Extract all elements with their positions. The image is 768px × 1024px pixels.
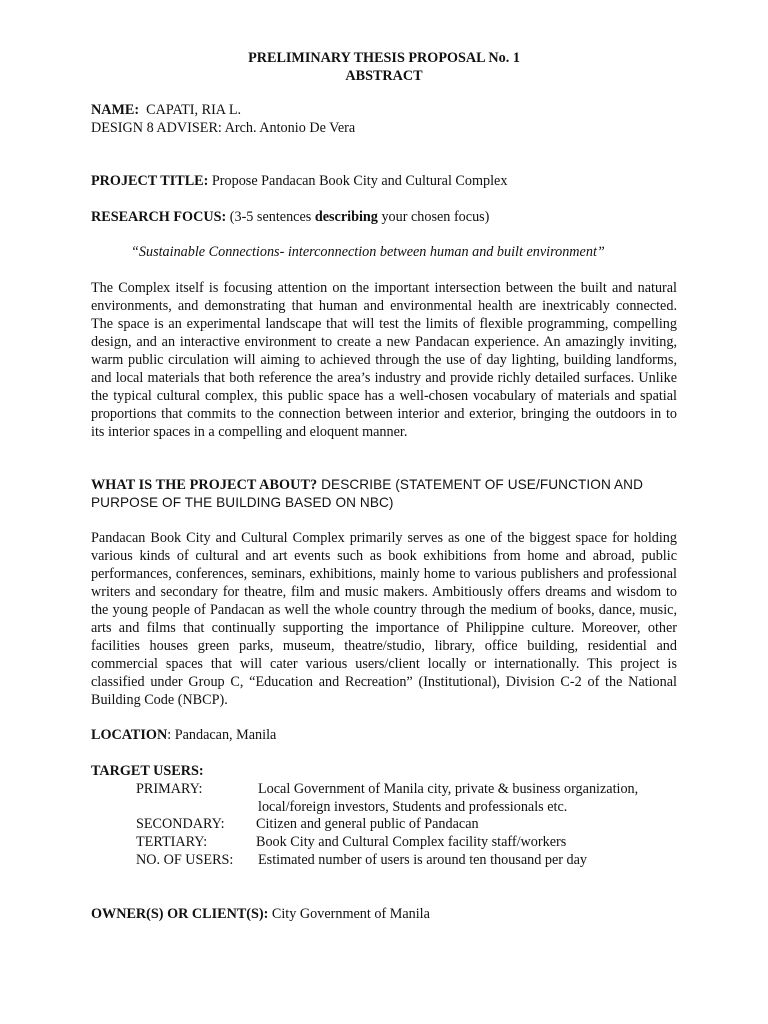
project-title-value: Propose Pandacan Book City and Cultural Complex <box>211 173 508 189</box>
location-line <box>91 726 677 744</box>
location-label: LOCATION <box>91 727 168 743</box>
primary-label: PRIMARY: <box>136 781 203 797</box>
tertiary-value: Book City and Cultural Complex facility staff/workers <box>256 834 567 850</box>
primary-value-2: local/foreign investors, Students and professionals etc. <box>258 799 568 815</box>
research-focus-note-bold: describing <box>314 209 378 225</box>
owner-value: City Government of Manila <box>268 906 430 922</box>
project-title-line <box>91 172 677 190</box>
tertiary-users-row <box>0 833 768 851</box>
user-count-label: NO. OF USERS: <box>136 852 234 868</box>
name-label: NAME: <box>91 102 140 118</box>
target-users-label: TARGET USERS: <box>91 763 204 779</box>
user-count-row <box>0 851 768 869</box>
primary-users-row <box>0 780 768 816</box>
primary-value-1: Local Government of Manila city, private & business organization, <box>258 781 639 797</box>
secondary-label: SECONDARY: <box>136 816 225 832</box>
project-title-label: PROJECT TITLE: <box>91 173 209 189</box>
tertiary-label: TERTIARY: <box>136 834 208 850</box>
adviser-line: DESIGN 8 ADVISER: Arch. Antonio De Vera <box>91 120 356 136</box>
research-focus-line <box>91 208 677 226</box>
project-about-note: DESCRIBE (STATEMENT OF USE/FUNCTION AND PURPOSE OF THE BUILDING BASED ON NBC) <box>91 477 643 510</box>
project-about-heading <box>91 476 681 512</box>
secondary-value: Citizen and general public of Pandacan <box>256 816 479 832</box>
location-value: : Pandacan, Manila <box>167 727 277 743</box>
research-focus-note-before: (3-5 sentences <box>229 209 315 225</box>
target-users-heading <box>91 762 677 780</box>
research-focus-paragraph: The Complex itself is focusing attention on the important intersection between the built and natural environments, and demonstrating that human and environmental health are inextricably connected. The space is an experimental landscape that will test the limits of flexible programming, compelling design, and an interactive environment to create a new Pandacan experience. An amazingly inviting, warm public circulation will aiming to achieved through the use of day lighting, building landforms, and local materials that both reference the area’s industry and provide richly detailed surfaces. Unlike the typical cultural complex, this public space has a well-chosen vocabulary of materials and spatial proportions that commits to the connection between interior and exterior, bringing the outdoors in to its interior spaces in a compelling and eloquent manner. <box>91 280 677 440</box>
project-about-paragraph: Pandacan Book City and Cultural Complex primarily serves as one of the biggest space for holding various kinds of cultural and art events such as book exhibitions from home and abroad, public performances, conferences, seminars, exhibitions, mainly home to various publishers and professional writers and secondary for theatre, film and music makers. Ambitiously offers dreams and wisdom to the young people of Pandacan as well the whole country through the medium of books, dance, music, arts and films that continually supporting the importance of Philippine culture. Moreover, other facilities houses green parks, museum, theatre/studio, library, office building, residential and commercial spaces that will cater various users/client locally or internationally. This project is classified under Group C, “Education and Recreation” (Institutional), Division C-2 of the National Building Code (NBCP). <box>91 530 677 708</box>
research-focus-quote: “Sustainable Connections- interconnection between human and built environment” <box>131 244 605 260</box>
research-focus-label: RESEARCH FOCUS: <box>91 209 227 225</box>
project-about-label: WHAT IS THE PROJECT ABOUT? <box>91 477 318 493</box>
document-subtitle: ABSTRACT <box>345 68 423 84</box>
document-title: PRELIMINARY THESIS PROPOSAL No. 1 <box>248 50 520 66</box>
secondary-users-row <box>0 815 768 833</box>
owner-label: OWNER(S) OR CLIENT(S): <box>91 906 269 922</box>
research-focus-note-after: your chosen focus) <box>377 209 490 225</box>
name-line <box>91 101 677 119</box>
name-value: CAPATI, RIA L. <box>146 102 242 118</box>
owner-line <box>91 905 677 923</box>
user-count-value: Estimated number of users is around ten thousand per day <box>258 852 587 868</box>
